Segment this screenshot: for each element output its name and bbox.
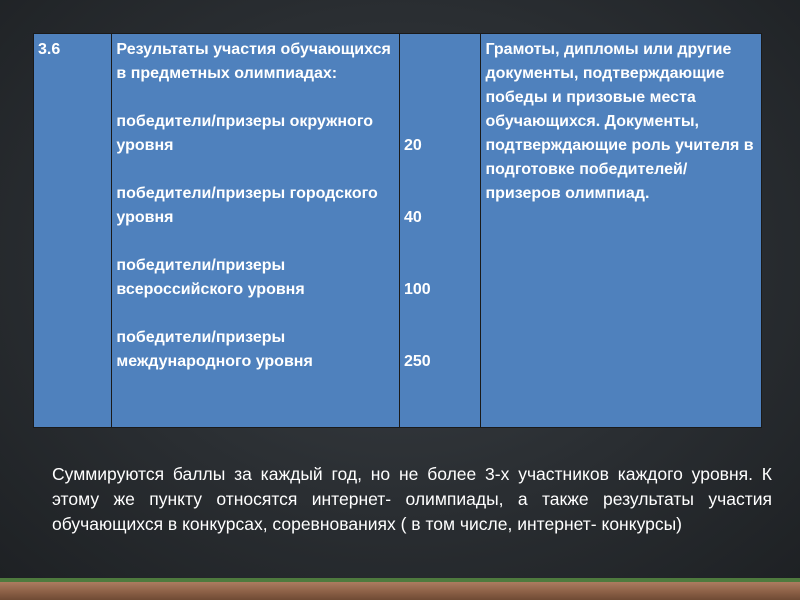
level-label: победители/призеры международного уровня bbox=[116, 329, 313, 370]
points-value: 20 bbox=[404, 137, 422, 154]
criteria-description bbox=[112, 34, 400, 428]
footnote-text: Суммируются баллы за каждый год, но не более 3-х участников каждого уровня. К этому же пункту относятся интернет- олимпиады, а также результаты участия обучающихся в конкурсах, соревнованиях ( в том числе, интернет- конкурсы) bbox=[52, 464, 772, 534]
level-label: победители/призеры окружного уровня bbox=[116, 113, 374, 154]
level-label: победители/призеры городского уровня bbox=[116, 185, 378, 226]
criteria-title: Результаты участия обучающихся в предметных олимпиадах: bbox=[116, 41, 391, 82]
level-label: победители/призеры всероссийского уровня bbox=[116, 257, 305, 298]
points-value: 40 bbox=[404, 209, 422, 226]
points-value: 250 bbox=[404, 353, 431, 370]
chalkboard-frame bbox=[0, 578, 800, 600]
documents-description: Грамоты, дипломы или другие документы, подтверждающие победы и призовые места обучающихся. Документы, подтверждающие роль учителя в подготовке победителей/призеров олимпиад. bbox=[481, 34, 762, 428]
points-value: 100 bbox=[404, 281, 431, 298]
row-number: 3.6 bbox=[34, 34, 112, 428]
criteria-table bbox=[33, 33, 762, 428]
table-row bbox=[34, 34, 762, 428]
points-column bbox=[400, 34, 481, 428]
